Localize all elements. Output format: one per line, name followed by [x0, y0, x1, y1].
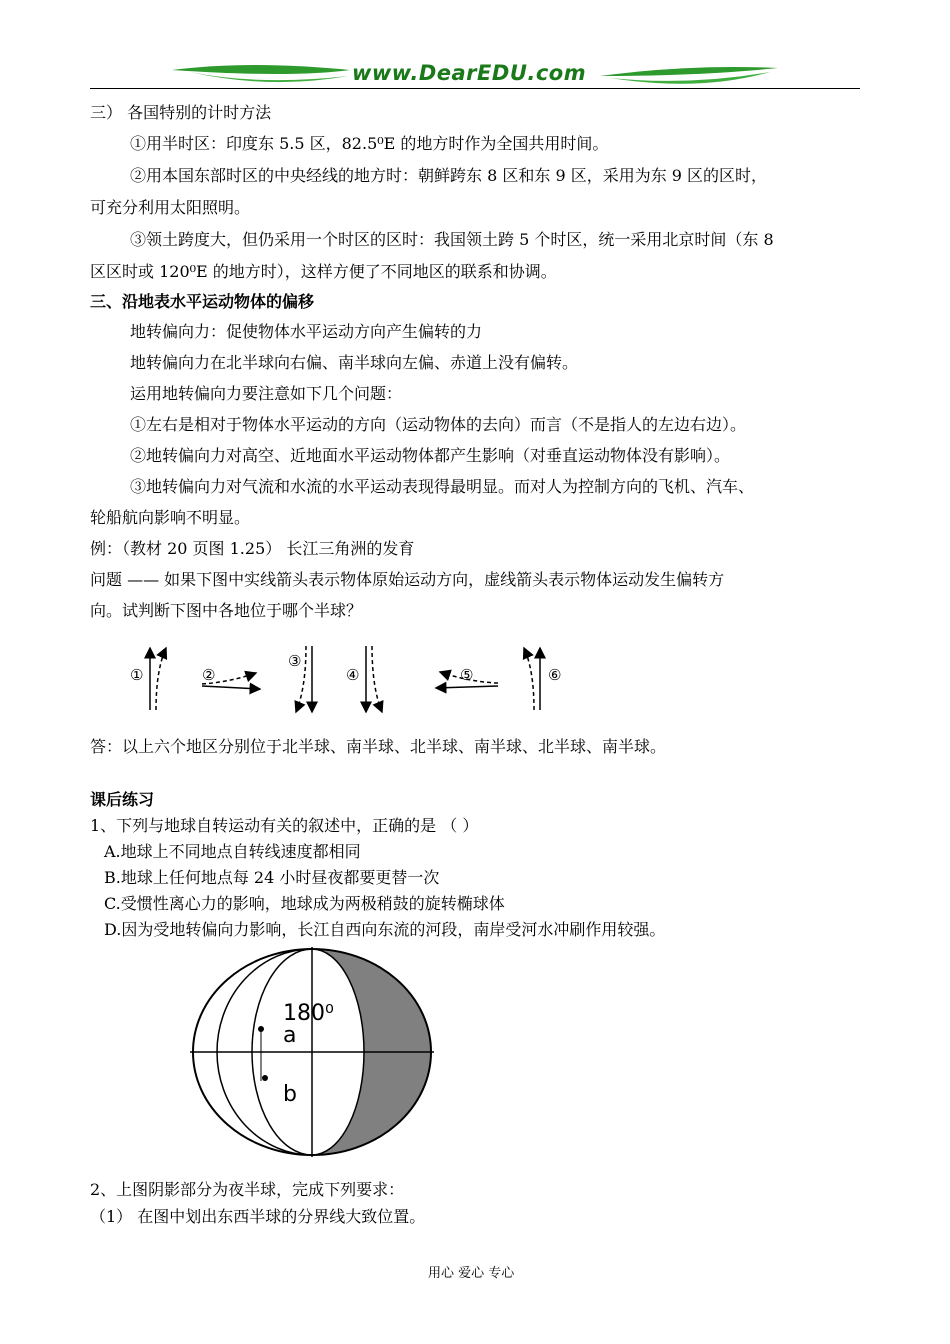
question-1: 1、下列与地球自转运动有关的叙述中，正确的是 （ ） [90, 816, 479, 835]
answer-line: 答：以上六个地区分别位于北半球、南半球、北半球、南半球、北半球、南半球。 [90, 737, 667, 756]
arrow-label-1: ① [130, 666, 144, 684]
arrow-label-2: ② [202, 666, 216, 684]
paragraph-china-time-a: ③领土跨度大，但仍采用一个时区的区时：我国领土跨 5 个时区，统一采用北京时间（东 8 [130, 230, 774, 249]
option-b: B.地球上任何地点每 24 小时昼夜都要更替一次 [104, 868, 440, 887]
point-a-label: a [283, 1023, 297, 1048]
paragraph-half-zone: ①用半时区：印度东 5.5 区，82.5⁰E 的地方时作为全国共用时间。 [130, 134, 609, 153]
point-b-label: b [283, 1082, 297, 1107]
meridian-label: 180⁰ [283, 1001, 334, 1026]
paragraph-china-time-b: 区区时或 120⁰E 的地方时），这样方便了不同地区的联系和协调。 [90, 262, 557, 281]
paragraph-note-2: ②地转偏向力对高空、近地面水平运动物体都产生影响（对垂直运动物体没有影响）。 [130, 446, 731, 465]
arrow-4-dashed [372, 646, 382, 712]
question-line-b: 向。试判断下图中各地位于哪个半球？ [90, 601, 363, 620]
point-a-dot [258, 1026, 264, 1032]
section-title-deflection: 三、沿地表水平运动物体的偏移 [90, 292, 315, 311]
paragraph-note-3a: ③地转偏向力对气流和水流的水平运动表现得最明显。而对人为控制方向的飞机、汽车、 [130, 477, 755, 496]
point-b-dot [262, 1075, 268, 1081]
arrow-6-dashed [524, 648, 534, 710]
paragraph-coriolis-notes: 运用地转偏向力要注意如下几个问题： [130, 384, 403, 403]
example-line: 例：（教材 20 页图 1.25） 长江三角洲的发育 [90, 539, 415, 558]
paragraph-korea-time-b: 可充分利用太阳照明。 [90, 198, 251, 217]
arrow-1-dashed [156, 648, 166, 710]
deflection-arrows-figure [120, 640, 580, 720]
section-title-timekeeping: 三） 各国特别的计时方法 [90, 103, 272, 122]
option-c: C.受惯性离心力的影响，地球成为两极稍鼓的旋转椭球体 [104, 894, 505, 913]
globe-figure [185, 945, 435, 1160]
option-a: A.地球上不同地点自转线速度都相同 [104, 842, 361, 861]
arrow-5-solid [436, 686, 498, 688]
question-2-part-1: （1） 在图中划出东西半球的分界线大致位置。 [90, 1207, 426, 1226]
paragraph-coriolis-direction: 地转偏向力在北半球向右偏、南半球向左偏、赤道上没有偏转。 [130, 353, 579, 372]
arrow-label-3: ③ [288, 652, 302, 670]
question-2: 2、上图阴影部分为夜半球，完成下列要求： [90, 1180, 405, 1199]
paragraph-korea-time-a: ②用本国东部时区的中央经线的地方时：朝鲜跨东 8 区和东 9 区，采用为东 9 区的区时， [130, 166, 768, 185]
exercise-title: 课后练习 [90, 790, 155, 809]
paragraph-note-3b: 轮船航向影响不明显。 [90, 508, 251, 527]
page-footer: 用心 爱心 专心 [428, 1266, 515, 1281]
paragraph-coriolis-def: 地转偏向力：促使物体水平运动方向产生偏转的力 [130, 322, 483, 341]
option-d: D.因为受地转偏向力影响，长江自西向东流的河段，南岸受河水冲刷作用较强。 [104, 920, 666, 939]
header-rule [90, 88, 860, 89]
site-logo-text[interactable]: www.DearEDU.com [352, 61, 587, 85]
arrow-label-5: ⑤ [460, 666, 474, 684]
arrow-label-6: ⑥ [548, 666, 562, 684]
question-line-a: 问题 —— 如果下图中实线箭头表示物体原始运动方向，虚线箭头表示物体运动发生偏转方 [90, 570, 725, 589]
arrow-2-solid [202, 686, 260, 689]
paragraph-note-1: ①左右是相对于物体水平运动的方向（运动物体的去向）而言（不是指人的左边右边）。 [130, 415, 747, 434]
arrow-label-4: ④ [346, 666, 360, 684]
